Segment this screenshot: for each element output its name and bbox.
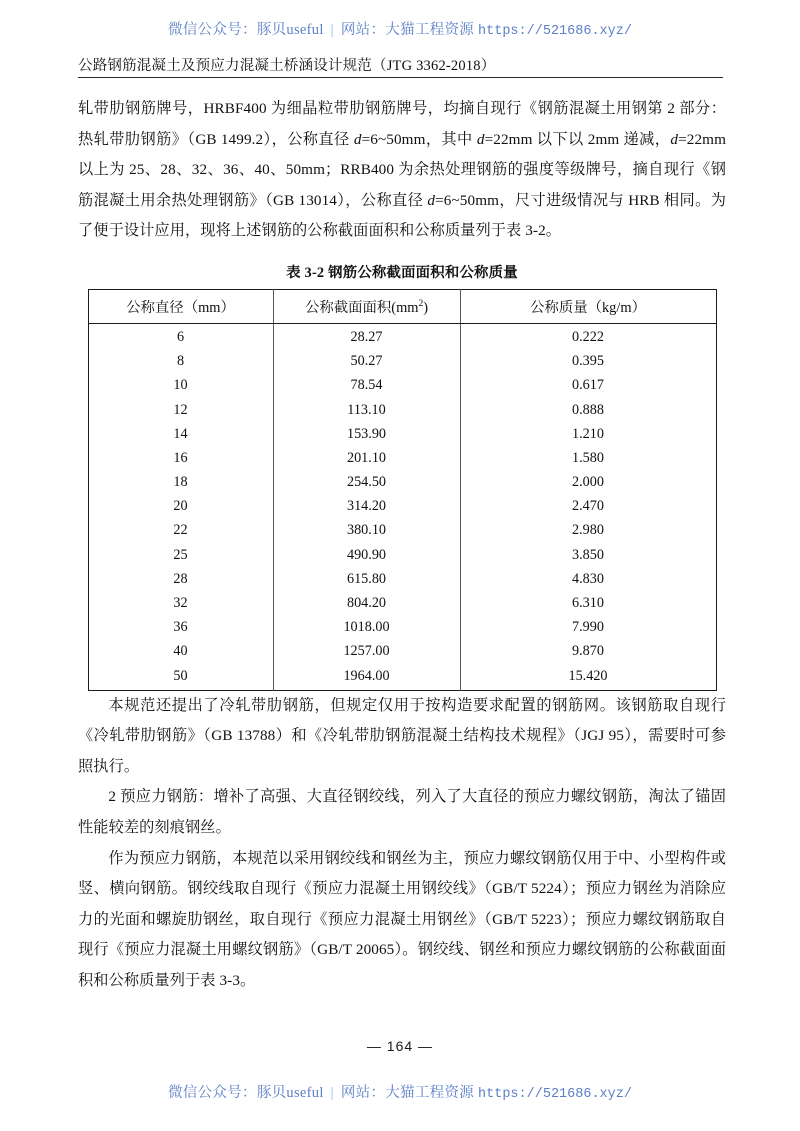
- table-cell-mass: 2.470: [572, 498, 604, 515]
- table-cell-mass: 0.617: [572, 377, 604, 394]
- table-cell-area: 1964.00: [273, 664, 460, 690]
- table-cell-area: 490.90: [273, 543, 460, 567]
- table-cell-diameter: 14: [88, 422, 273, 446]
- table-cell-diameter: 32: [88, 591, 273, 615]
- table-cell-mass: 1.580: [572, 449, 604, 466]
- table-cell-area: 380.10: [273, 519, 460, 543]
- table-cell-mass: 2.980: [572, 522, 604, 539]
- table-row: [88, 543, 716, 567]
- table-row: [88, 398, 716, 422]
- watermark-separator-bottom: |: [330, 1085, 334, 1101]
- para1-segment-3: =22mm 以下以 2mm 递减，: [484, 130, 671, 148]
- watermark-site-value: 大猫工程资源: [385, 22, 475, 38]
- para1-symbol-d-4: d: [427, 191, 436, 209]
- table-cell-mass: 0.222: [572, 328, 604, 345]
- watermark-wechat-label: 微信公众号：: [168, 22, 257, 38]
- watermark-site-label-bottom: 网站：: [340, 1085, 386, 1101]
- table-cell-area: 78.54: [273, 374, 460, 398]
- page-content: [78, 94, 726, 997]
- post-table-paragraphs: [78, 691, 726, 997]
- table-cell-diameter: 10: [88, 374, 273, 398]
- running-head-rule: [78, 77, 723, 78]
- watermark-site-label: 网站：: [340, 22, 386, 38]
- rebar-properties-table: [88, 289, 717, 691]
- column-header-area-suffix: ): [423, 299, 429, 316]
- table-cell-mass: 2.000: [572, 474, 604, 491]
- column-header-diameter: 公称直径（mm）: [88, 289, 273, 323]
- table-cell-diameter: 22: [88, 519, 273, 543]
- table-row: [88, 616, 716, 640]
- table-row: [88, 446, 716, 470]
- table-cell-mass: 3.850: [572, 546, 604, 563]
- table-row: [88, 471, 716, 495]
- table-cell-mass: 15.420: [568, 667, 608, 684]
- running-head-title: 公路钢筋混凝土及预应力混凝土桥涵设计规范（JTG 3362-2018）: [78, 58, 496, 74]
- column-header-area-superscript: 2: [418, 299, 424, 310]
- table-row: [88, 567, 716, 591]
- table-cell-mass: 0.395: [572, 353, 604, 370]
- table-cell-mass: 7.990: [572, 619, 604, 636]
- table-cell-mass: 9.870: [572, 643, 604, 660]
- table-cell-area: 113.10: [273, 398, 460, 422]
- watermark-wechat-value: 豚贝useful: [256, 22, 324, 38]
- table-cell-diameter: 28: [88, 567, 273, 591]
- table-row: [88, 350, 716, 374]
- table-cell-diameter: 36: [88, 616, 273, 640]
- table-row: [88, 495, 716, 519]
- table-row: [88, 374, 716, 398]
- para1-segment-4: =22mm 以上为 25、28、32、36、40、50mm；RRB400 为余热处理钢筋的强度等级牌号，摘自现行《钢筋混凝土用余热处理钢筋》（GB 13014），公称直径: [78, 130, 726, 209]
- table-cell-area: 153.90: [273, 422, 460, 446]
- table-cell-area: 201.10: [273, 446, 460, 470]
- table-cell-area: 1018.00: [273, 616, 460, 640]
- watermark-top: [0, 18, 800, 39]
- table-cell-area: 314.20: [273, 495, 460, 519]
- para1-symbol-d-3: d: [670, 130, 679, 148]
- table-header-row: [88, 289, 716, 323]
- table-cell-diameter: 6: [88, 323, 273, 349]
- paragraph-prestressed-standards: 作为预应力钢筋，本规范以采用钢绞线和钢丝为主，预应力螺纹钢筋仅用于中、小型构件或竖、横向钢筋。钢绞线取自现行《预应力混凝土用钢绞线》（GB/T 5224）；预应力钢丝为消除应力的光面和螺旋肋钢丝，取自现行《预应力混凝土用钢丝》（GB/T 5223）；预应力螺纹钢筋取自现行《预应力混凝土用螺纹钢筋》（GB/T 20065）。钢绞线、钢丝和预应力螺纹钢筋的公称截面面积和公称质量列于表 3-3。: [78, 849, 726, 989]
- table-row: [88, 519, 716, 543]
- para1-segment-1: 轧带肋钢筋牌号，HRBF400 为细晶粒带肋钢筋牌号，均摘自现行《钢筋混凝土用钢第 2 部分：热轧带肋钢筋》（GB 1499.2），公称直径: [78, 100, 726, 148]
- table-cell-area: 254.50: [273, 471, 460, 495]
- table-caption: [78, 261, 726, 282]
- paragraph-prestressed-intro: 2 预应力钢筋：增补了高强、大直径钢绞线，列入了大直径的预应力螺纹钢筋，淘汰了锚固性能较差的刻痕钢丝。: [78, 788, 726, 836]
- table-row: [88, 640, 716, 664]
- table-cell-area: 1257.00: [273, 640, 460, 664]
- page-number: — 164 —: [366, 1038, 434, 1054]
- table-cell-diameter: 8: [88, 350, 273, 374]
- watermark-url[interactable]: https://521686.xyz/: [478, 24, 632, 39]
- table-cell-diameter: 50: [88, 664, 273, 690]
- table-cell-area: 28.27: [273, 323, 460, 349]
- watermark-url-bottom[interactable]: https://521686.xyz/: [478, 1087, 632, 1102]
- table-cell-area: 804.20: [273, 591, 460, 615]
- watermark-bottom: [0, 1081, 800, 1102]
- para1-symbol-d-1: d: [353, 130, 362, 148]
- paragraph-cold-rolled: 本规范还提出了冷轧带肋钢筋，但规定仅用于按构造要求配置的钢筋网。该钢筋取自现行《冷轧带肋钢筋》（GB 13788）和《冷轧带肋钢筋混凝土结构技术规程》（JGJ 95），需要时可参照执行。: [78, 696, 726, 775]
- para1-segment-5: =6~50mm，尺寸进级情况与 HRB 相同。为了便于设计应用，现将上述钢筋的公称截面面积和公称质量列于表 3-2。: [78, 191, 726, 240]
- table-cell-area: 615.80: [273, 567, 460, 591]
- paragraph-rebar-grades: [78, 94, 726, 247]
- column-header-area-prefix: 公称截面面积(mm: [304, 299, 419, 316]
- table-row: [88, 664, 716, 690]
- column-header-mass: 公称质量（kg/m）: [460, 289, 716, 323]
- table-caption-number: 表 3-2: [286, 264, 325, 281]
- para1-segment-2: =6~50mm，其中: [361, 130, 477, 148]
- column-header-area: [273, 289, 460, 323]
- table-cell-mass: 4.830: [572, 570, 604, 587]
- watermark-wechat-value-bottom: 豚贝useful: [256, 1085, 324, 1101]
- table-cell-mass: 0.888: [572, 401, 604, 418]
- table-body: [88, 323, 716, 690]
- table-row: [88, 323, 716, 349]
- table-row: [88, 591, 716, 615]
- table-cell-mass: 6.310: [572, 595, 604, 612]
- table-cell-diameter: 16: [88, 446, 273, 470]
- table-caption-title: 钢筋公称截面面积和公称质量: [328, 264, 518, 281]
- watermark-site-value-bottom: 大猫工程资源: [385, 1085, 475, 1101]
- para1-symbol-d-2: d: [476, 130, 485, 148]
- table-cell-area: 50.27: [273, 350, 460, 374]
- table-cell-diameter: 40: [88, 640, 273, 664]
- table-row: [88, 422, 716, 446]
- table-cell-diameter: 18: [88, 471, 273, 495]
- watermark-wechat-label-bottom: 微信公众号：: [168, 1085, 257, 1101]
- watermark-separator: |: [330, 22, 334, 38]
- table-cell-diameter: 25: [88, 543, 273, 567]
- table-cell-diameter: 12: [88, 398, 273, 422]
- table-cell-mass: 1.210: [572, 425, 604, 442]
- table-cell-diameter: 20: [88, 495, 273, 519]
